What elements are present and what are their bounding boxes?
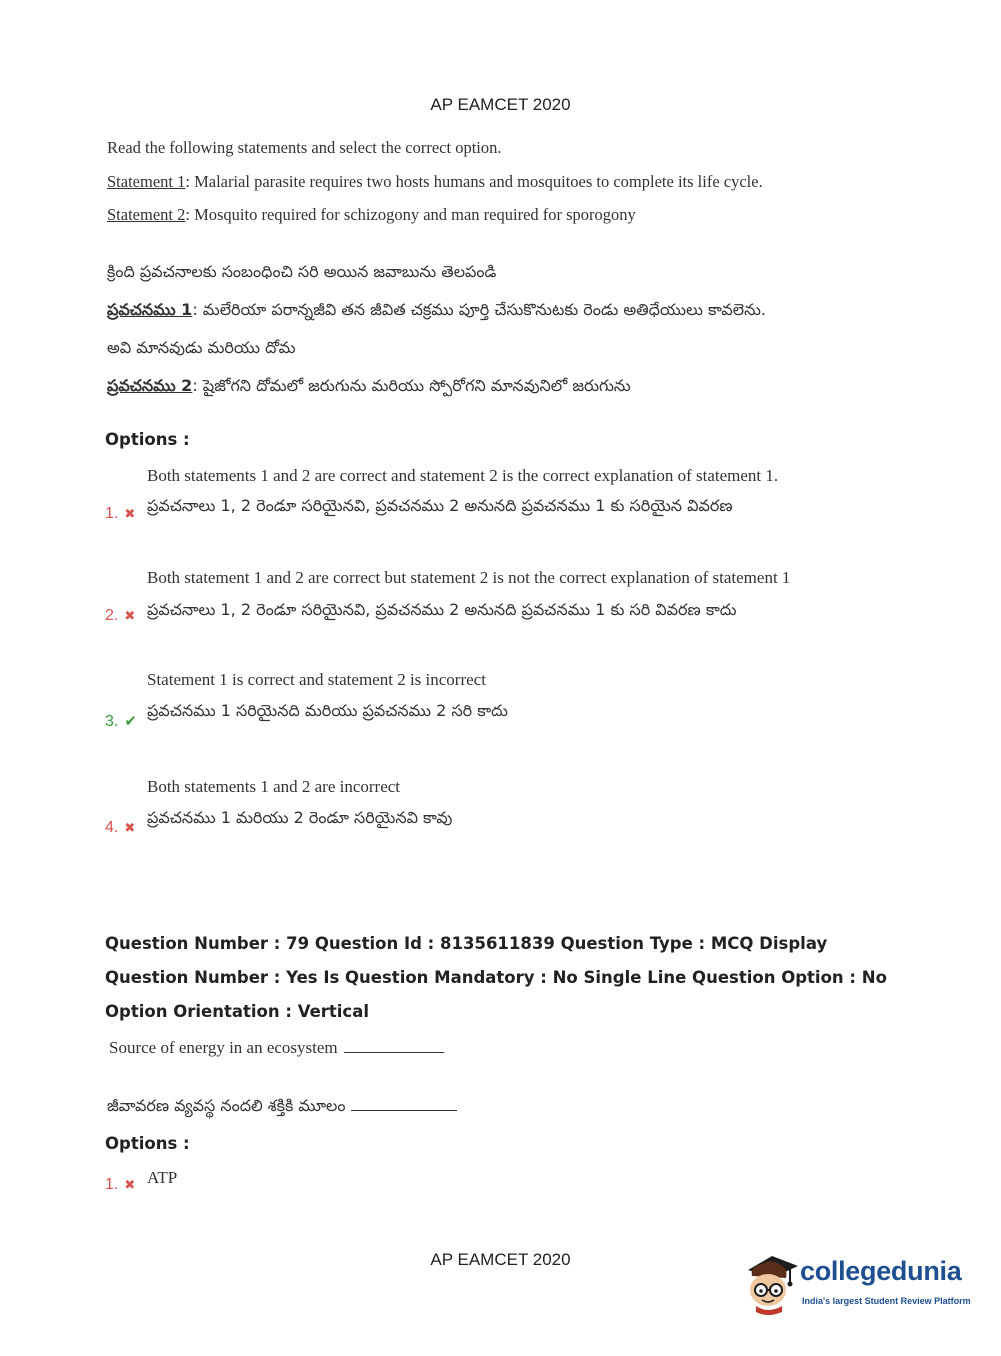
option-4-te: ప్రవచనము 1 మరియు 2 రెండూ సరియైనవి కావు [147, 808, 453, 827]
option-3-num: 3. [105, 713, 119, 730]
statement-2-te [107, 376, 631, 399]
statement-2-label-te: ప్రవచనము 2 [107, 376, 193, 395]
statement-1-text: : Malarial parasite requires two hosts humans and mosquitoes to complete its life cycle. [185, 172, 763, 191]
mascot-icon [742, 1248, 802, 1318]
answer-blank [344, 1038, 444, 1053]
option-3-number [105, 712, 137, 731]
option-4-en: Both statements 1 and 2 are incorrect [147, 777, 401, 796]
option-1-en: Both statements 1 and 2 are correct and statement 2 is the correct explanation of statement 1. [147, 466, 779, 485]
statement-1-text-te: : మలేరియా పరాన్నజీవి తన జీవిత చక్రము పూర్తి చేసుకొనుటకు రెండు అతిధేయులు కావలెను. [192, 300, 766, 319]
question-79-meta: Question Number : 79 Question Id : 8135611839 Question Type : MCQ Display Question Number : Yes Is Question Mandatory : No Single Line Question Option : No Option Orientation : Vertical [105, 934, 887, 1021]
statement-1-label: Statement 1 [107, 172, 186, 191]
option-4-num: 4. [105, 819, 119, 836]
correct-check-icon: ✔ [124, 713, 137, 730]
statement-2-text: : Mosquito required for schizogony and man required for sporogony [185, 205, 636, 224]
statement-2-en [107, 205, 636, 225]
options-heading: Options : [105, 430, 190, 449]
option-2-number [105, 607, 135, 625]
question-79-en-text: Source of energy in an ecosystem [109, 1038, 338, 1057]
instruction-en: Read the following statements and select the correct option. [107, 138, 502, 157]
wrong-cross-icon: ✖ [124, 608, 136, 623]
q79-option-1-en: ATP [147, 1168, 178, 1187]
statement-1-en [107, 172, 763, 192]
statement-1-cont-te: అవి మానవుడు మరియు దోమ [107, 338, 296, 357]
statement-1-te [107, 300, 766, 323]
option-3-en: Statement 1 is correct and statement 2 is incorrect [147, 670, 486, 689]
page-footer-title: AP EAMCET 2020 [430, 1250, 571, 1269]
question-79-te [107, 1096, 457, 1119]
option-2-en: Both statement 1 and 2 are correct but statement 2 is not the correct explanation of statement 1 [147, 568, 791, 587]
collegedunia-logo[interactable] [742, 1248, 972, 1318]
option-1-number [105, 505, 135, 523]
logo-tagline: India's largest Student Review Platform [802, 1296, 971, 1306]
option-1-te: ప్రవచనాలు 1, 2 రెండూ సరియైనవి, ప్రవచనము 2 అనునది ప్రవచనము 1 కు సరియైన వివరణ [147, 496, 733, 515]
option-1-num: 1. [105, 505, 119, 522]
page-header-title: AP EAMCET 2020 [430, 95, 571, 114]
answer-blank-te [351, 1096, 457, 1111]
instruction-te: క్రింది ప్రవచనాలకు సంబంధించి సరి అయిన జవాబును తెలపండి [107, 262, 497, 281]
q79-option-1-num: 1. [105, 1176, 119, 1193]
question-79-en [109, 1038, 444, 1058]
wrong-cross-icon: ✖ [124, 1177, 136, 1192]
options-heading-79: Options : [105, 1134, 190, 1153]
statement-1-label-te: ప్రవచనము 1 [107, 300, 193, 319]
statement-2-label: Statement 2 [107, 205, 186, 224]
statement-2-text-te: : షైజోగని దోమలో జరుగును మరియు స్పోరోగని మానవునిలో జరుగును [192, 376, 631, 395]
option-2-num: 2. [105, 607, 119, 624]
option-2-te: ప్రవచనాలు 1, 2 రెండూ సరియైనవి, ప్రవచనము 2 అనునది ప్రవచనము 1 కు సరి వివరణ కాదు [147, 600, 737, 619]
option-3-te: ప్రవచనము 1 సరియైనది మరియు ప్రవచనము 2 సరి కాదు [147, 701, 508, 720]
wrong-cross-icon: ✖ [124, 820, 136, 835]
q79-option-1-number [105, 1176, 135, 1194]
question-79-te-text: జీవావరణ వ్యవస్థ నందలి శక్తికి మూలం [107, 1096, 346, 1115]
wrong-cross-icon: ✖ [124, 506, 136, 521]
option-4-number [105, 819, 135, 837]
logo-wordmark: collegedunia [800, 1256, 962, 1286]
